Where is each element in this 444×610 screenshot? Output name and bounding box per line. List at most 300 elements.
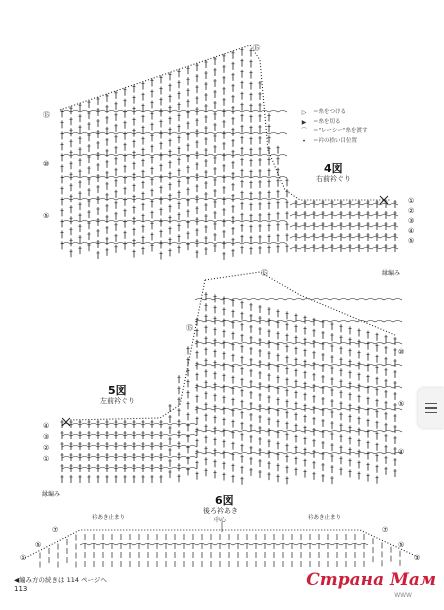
chain-row: [278, 221, 287, 223]
legend-row: [298, 127, 367, 137]
chain-row: [258, 321, 267, 323]
chain-row: [89, 457, 98, 459]
chain-row: [188, 424, 197, 426]
chain-row: [134, 424, 143, 426]
chain-row: [197, 243, 206, 245]
chain-row: [134, 544, 143, 546]
chain-row: [134, 221, 143, 223]
chain-row: [143, 457, 152, 459]
chain-row: [233, 221, 242, 223]
chain-row: [71, 177, 80, 179]
chain-row: [276, 365, 285, 367]
chain-row: [335, 237, 344, 239]
chain-row: [179, 446, 188, 448]
chain-row: [375, 343, 384, 345]
chain-row: [116, 424, 125, 426]
chain-row: [348, 321, 357, 323]
chain-row: [276, 343, 285, 345]
chain-row: [80, 544, 89, 546]
chain-row: [303, 343, 312, 345]
chain-row: [179, 468, 188, 470]
chain-row: [303, 321, 312, 323]
chain-row: [393, 431, 402, 433]
chain-row: [312, 431, 321, 433]
chain-row: [116, 435, 125, 437]
chain-row: [267, 321, 276, 323]
chain-row: [89, 243, 98, 245]
row-marker: ⑦: [382, 526, 389, 534]
symbol-legend: [298, 108, 367, 146]
row-marker: ⑮: [43, 111, 50, 119]
chain-row: [179, 111, 188, 113]
chain-row: [170, 111, 179, 113]
chain-row: [375, 321, 384, 323]
chain-row: [98, 435, 107, 437]
chain-row: [267, 453, 276, 455]
chain-row: [62, 155, 71, 157]
chain-row: [357, 431, 366, 433]
chain-row: [267, 343, 276, 345]
chain-row: [299, 248, 308, 250]
chain-row: [197, 177, 206, 179]
chain-row: [330, 365, 339, 367]
chain-row: [339, 409, 348, 411]
chain-row: [170, 199, 179, 201]
chain-row: [89, 424, 98, 426]
chain-row: [305, 544, 314, 546]
chain-row: [213, 299, 222, 301]
chain-row: [366, 299, 375, 301]
chain-row: [384, 431, 393, 433]
chain-row: [98, 221, 107, 223]
chain-row: [371, 215, 380, 217]
chain-row: [384, 365, 393, 367]
figure-6-title: 6図: [215, 494, 234, 507]
chain-row: [152, 468, 161, 470]
chain-row: [206, 133, 215, 135]
chain-row: [107, 544, 116, 546]
chain-row: [231, 431, 240, 433]
chain-row: [188, 221, 197, 223]
chain-row: [188, 133, 197, 135]
chain-row: [170, 435, 179, 437]
chain-row: [371, 237, 380, 239]
chain-row: [240, 299, 249, 301]
chain-row: [299, 237, 308, 239]
chain-row: [260, 243, 269, 245]
page-menu-tab[interactable]: [418, 388, 444, 428]
chain-row: [134, 155, 143, 157]
chain-row: [312, 343, 321, 345]
chain-row: [251, 199, 260, 201]
chain-row: [251, 243, 260, 245]
chain-row: [249, 365, 258, 367]
chain-row: [231, 387, 240, 389]
chain-row: [197, 544, 206, 546]
chain-row: [204, 299, 213, 301]
chain-row: [339, 343, 348, 345]
chain-row: [290, 237, 299, 239]
chain-row: [62, 111, 71, 113]
chain-row: [143, 446, 152, 448]
chain-row: [89, 177, 98, 179]
row-marker: ⑤: [43, 212, 50, 220]
row-marker: ⑩: [43, 160, 50, 168]
chain-row: [204, 453, 213, 455]
chain-row: [62, 177, 71, 179]
chain-row: [134, 243, 143, 245]
chain-row: [344, 204, 353, 206]
chain-row: [330, 343, 339, 345]
chain-row: [71, 243, 80, 245]
chain-row: [242, 177, 251, 179]
chain-row: [134, 435, 143, 437]
chain-row: [213, 453, 222, 455]
chain-row: [285, 387, 294, 389]
chain-row: [242, 243, 251, 245]
chain-row: [143, 435, 152, 437]
chain-row: [321, 299, 330, 301]
chain-row: [98, 468, 107, 470]
chain-row: [179, 435, 188, 437]
chain-row: [389, 215, 398, 217]
chain-row: [188, 155, 197, 157]
chain-row: [107, 446, 116, 448]
chain-row: [317, 237, 326, 239]
chain-row: [242, 221, 251, 223]
chain-row: [267, 365, 276, 367]
chain-row: [393, 321, 402, 323]
chain-row: [294, 453, 303, 455]
chain-row: [231, 409, 240, 411]
chain-row: [179, 544, 188, 546]
figure-5-caption: 左前衿ぐり: [100, 397, 135, 405]
row-marker: ③: [43, 433, 50, 441]
chain-row: [170, 221, 179, 223]
chain-row: [294, 299, 303, 301]
chain-row: [344, 237, 353, 239]
row-marker: ⑩: [398, 348, 405, 356]
chain-row: [339, 387, 348, 389]
chain-row: [375, 453, 384, 455]
chain-row: [213, 343, 222, 345]
chain-row: [80, 133, 89, 135]
chain-row: [258, 365, 267, 367]
chain-row: [195, 387, 204, 389]
chain-row: [249, 343, 258, 345]
chain-row: [312, 365, 321, 367]
chain-row: [251, 133, 260, 135]
chain-row: [276, 387, 285, 389]
chain-row: [206, 177, 215, 179]
chain-row: [71, 133, 80, 135]
chain-row: [170, 468, 179, 470]
chain-row: [393, 343, 402, 345]
chain-row: [294, 431, 303, 433]
row-marker: ①: [408, 197, 415, 205]
chain-row: [267, 409, 276, 411]
chain-row: [179, 221, 188, 223]
chain-row: [323, 544, 332, 546]
chain-row: [278, 155, 287, 157]
chain-row: [197, 133, 206, 135]
chain-row: [134, 457, 143, 459]
chain-row: [134, 177, 143, 179]
chain-row: [335, 226, 344, 228]
chain-row: [260, 199, 269, 201]
chain-row: [276, 321, 285, 323]
chain-row: [308, 226, 317, 228]
chain-row: [330, 409, 339, 411]
chain-row: [326, 248, 335, 250]
chain-row: [80, 446, 89, 448]
chain-row: [204, 387, 213, 389]
row-marker: ④: [408, 227, 415, 235]
chain-row: [285, 409, 294, 411]
chain-row: [276, 453, 285, 455]
figure-4-edge-note: 縁編み: [382, 270, 401, 277]
chain-row: [278, 133, 287, 135]
chain-row: [294, 387, 303, 389]
chain-row: [62, 243, 71, 245]
chain-row: [258, 387, 267, 389]
chain-row: [317, 226, 326, 228]
chain-row: [143, 133, 152, 135]
chain-row: [71, 468, 80, 470]
legend-row: [298, 118, 367, 128]
watermark-sub: WWW: [394, 592, 412, 599]
chain-row: [213, 387, 222, 389]
chain-row: [384, 299, 393, 301]
chain-row: [116, 544, 125, 546]
chain-row: [179, 177, 188, 179]
chain-row: [80, 155, 89, 157]
chain-row: [375, 365, 384, 367]
chain-row: [89, 544, 98, 546]
chain-row: [188, 435, 197, 437]
chain-row: [125, 424, 134, 426]
chain-row: [134, 111, 143, 113]
chain-row: [249, 453, 258, 455]
chain-row: [62, 133, 71, 135]
chain-row: [339, 299, 348, 301]
chain-row: [240, 453, 249, 455]
chain-row: [188, 544, 197, 546]
figure-6-left-stop-label: 衿あき止まり: [92, 515, 126, 521]
chain-row: [260, 155, 269, 157]
chain-row: [276, 409, 285, 411]
chain-row: [251, 221, 260, 223]
chain-row: [242, 544, 251, 546]
figure-4-title: 4図: [324, 162, 343, 175]
chain-row: [134, 446, 143, 448]
chain-row: [134, 133, 143, 135]
chain-row: [80, 111, 89, 113]
chain-row: [197, 221, 206, 223]
chain-row: [278, 243, 287, 245]
chain-row: [380, 215, 389, 217]
chain-row: [258, 299, 267, 301]
row-marker: ④: [43, 422, 50, 430]
figure-5-edge-note: 縁編み: [42, 491, 61, 498]
row-marker: ①: [20, 554, 27, 562]
chain-row: [80, 199, 89, 201]
menu-line-icon: [425, 407, 437, 409]
chain-row: [353, 226, 362, 228]
chain-row: [213, 409, 222, 411]
chain-row: [188, 446, 197, 448]
chain-row: [71, 446, 80, 448]
chain-row: [240, 387, 249, 389]
chain-row: [179, 243, 188, 245]
chain-row: [258, 431, 267, 433]
chain-row: [269, 177, 278, 179]
chain-row: [242, 111, 251, 113]
chain-row: [267, 431, 276, 433]
chain-row: [362, 248, 371, 250]
chain-row: [107, 435, 116, 437]
chain-row: [260, 544, 269, 546]
chain-row: [179, 457, 188, 459]
chain-row: [125, 468, 134, 470]
chain-row: [213, 321, 222, 323]
chain-row: [330, 431, 339, 433]
chain-row: [161, 544, 170, 546]
row-marker: ⑤: [408, 237, 415, 245]
chain-row: [357, 343, 366, 345]
chain-row: [89, 199, 98, 201]
chain-row: [134, 199, 143, 201]
chain-row: [350, 544, 359, 546]
chain-row: [116, 446, 125, 448]
chain-row: [107, 457, 116, 459]
chain-row: [287, 544, 296, 546]
chain-row: [357, 409, 366, 411]
row-marker: ①: [414, 554, 421, 562]
chain-row: [344, 226, 353, 228]
chain-row: [240, 343, 249, 345]
chain-row: [269, 111, 278, 113]
chain-row: [371, 204, 380, 206]
chain-row: [107, 243, 116, 245]
chain-row: [357, 299, 366, 301]
chain-row: [285, 343, 294, 345]
chain-row: [152, 446, 161, 448]
attach-yarn-icon: ▷: [301, 109, 307, 116]
chain-row: [330, 453, 339, 455]
chain-row: [188, 468, 197, 470]
chain-row: [269, 221, 278, 223]
chain-row: [143, 468, 152, 470]
chain-row: [152, 544, 161, 546]
chain-row: [161, 424, 170, 426]
chain-row: [240, 409, 249, 411]
row-marker: ⑦: [52, 526, 59, 534]
chain-row: [375, 299, 384, 301]
chain-row: [353, 237, 362, 239]
chain-row: [206, 221, 215, 223]
chain-row: [71, 424, 80, 426]
chain-row: [143, 243, 152, 245]
chain-row: [206, 155, 215, 157]
chain-row: [170, 457, 179, 459]
chain-row: [258, 409, 267, 411]
chain-row: [375, 431, 384, 433]
chain-row: [107, 199, 116, 201]
chain-row: [303, 365, 312, 367]
chain-row: [143, 544, 152, 546]
chain-row: [371, 248, 380, 250]
chain-row: [80, 468, 89, 470]
chain-row: [267, 387, 276, 389]
chain-row: [98, 199, 107, 201]
chain-row: [152, 457, 161, 459]
chain-row: [348, 453, 357, 455]
chain-row: [290, 226, 299, 228]
chain-row: [339, 431, 348, 433]
chain-row: [71, 457, 80, 459]
figure-6-right-stop-label: 衿あき止まり: [308, 515, 342, 521]
chain-row: [143, 199, 152, 201]
row-marker: ⑮: [253, 44, 260, 52]
chain-row: [197, 111, 206, 113]
chain-row: [332, 544, 341, 546]
chain-row: [303, 431, 312, 433]
chain-row: [231, 453, 240, 455]
chain-row: [107, 111, 116, 113]
chain-row: [389, 248, 398, 250]
chain-row: [204, 343, 213, 345]
legend-text: ＝糸を切る: [313, 118, 341, 125]
chain-row: [195, 431, 204, 433]
chain-row: [89, 435, 98, 437]
chain-row: [389, 237, 398, 239]
carry-yarn-icon: ⌒: [300, 128, 307, 135]
chain-row: [170, 133, 179, 135]
chain-row: [269, 133, 278, 135]
row-marker: ①: [43, 455, 50, 463]
chain-row: [348, 343, 357, 345]
chain-row: [134, 468, 143, 470]
chain-row: [197, 199, 206, 201]
chain-row: [80, 424, 89, 426]
chain-row: [215, 544, 224, 546]
chain-row: [161, 457, 170, 459]
chain-row: [285, 431, 294, 433]
chain-row: [143, 177, 152, 179]
chain-row: [249, 299, 258, 301]
chain-row: [179, 424, 188, 426]
chain-row: [357, 453, 366, 455]
chain-row: [353, 204, 362, 206]
chain-row: [314, 544, 323, 546]
chain-row: [249, 387, 258, 389]
chain-row: [98, 544, 107, 546]
chain-row: [240, 321, 249, 323]
chain-row: [107, 177, 116, 179]
chain-row: [195, 343, 204, 345]
chain-row: [89, 111, 98, 113]
row-marker: ⑤: [398, 400, 405, 408]
chain-row: [206, 544, 215, 546]
chain-row: [276, 299, 285, 301]
chain-row: [80, 435, 89, 437]
chain-row: [258, 453, 267, 455]
chain-row: [80, 243, 89, 245]
chain-row: [71, 111, 80, 113]
chain-row: [204, 365, 213, 367]
figure-4-caption: 右前衿ぐり: [316, 175, 351, 183]
